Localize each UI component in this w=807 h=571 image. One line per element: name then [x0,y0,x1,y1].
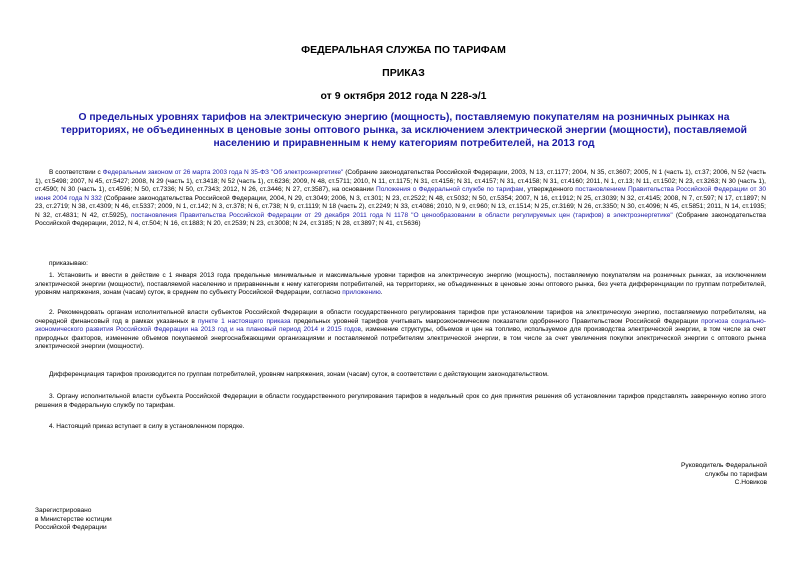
agency-name: ФЕДЕРАЛЬНАЯ СЛУЖБА ПО ТАРИФАМ [301,44,506,56]
signature-position-line2: службы по тарифам [704,470,767,478]
p3-text: 3. Органу исполнительной власти субъекта Российской Федерации в области государственного регулирования тарифов в недельный срок со дня принятия решения об установлении тарифов представлять заверенную копию этого решения в Федеральную службу по тарифам. [35,393,766,409]
p1-text-2: . [380,289,383,296]
p1-text-1: 1. Установить и ввести в действие с 1 января 2013 года предельные минимальные и максимальные уровни тарифов на электрическую энергию (мощность), поставляемую покупателям на розничных рынках, за исключением электрической энергии (мощности), поставляемой населению и приравненным к нему категориям потребителей, на территориях, не объединенных в ценовые зоны оптового рынка, без учета дифференциации по группам потребителей, уровням напряжения, зонам (часам) суток, в среднем по субъекту Российской Федерации, согласно [35,272,766,296]
doc-type: ПРИКАЗ [382,67,425,79]
doc-date-number: от 9 октября 2012 года N 228-э/1 [320,90,487,102]
order-word-text: приказываю: [49,260,88,267]
preamble-text-5: (Собрание законодательства Российской Федерации, 2012, N 4, ст.504; N 16, ст.1883; N 20, ст.2539; N 23, ст.3008; N 24, ст.3185; N 28, ст.3897; N 41, ст.5636) [35,211,766,227]
resolution-1178-link[interactable]: постановления Правительства Российской Федерации от 29 декабря 2011 года N 1178 "О ценообразовании в области регулируемых цен (тарифов) в электроэнергетике" [130,211,673,219]
law-35fz-link[interactable]: Федеральным законом от 26 марта 2003 года N 35-ФЗ "Об электроэнергетике" [102,169,344,176]
differentiation-paragraph [35,371,766,380]
order-word [35,260,766,269]
p2-text-2: предельных уровней тарифов учитывать макроэкономические показатели одобренного Правительством Российской Федерации [290,317,702,325]
document-title-text: О предельных уровнях тарифов на электрическую энергию (мощность), поставляемую покупателям на розничных рынках на территориях, не объединенных в ценовые зоны оптового рынка, за исключением электрической энергии (мощности), поставляемой населению и приравненным к нему категориям потребителей, на 2013 год [61,112,747,149]
diff-text: Дифференциация тарифов производится по группам потребителей, уровням напряжения, зонам (часам) суток, в соответствии с действующим законодательством. [49,371,549,378]
registration-block [35,507,235,533]
registration-line1: Зарегистрировано [35,507,92,514]
registration-line3: Российской Федерации [35,524,107,532]
signature-name: С.Новиков [734,479,767,487]
paragraph-3 [35,393,766,410]
preamble-text-3: , утвержденного [523,186,576,193]
signature-position-line1: Руководитель Федеральной [681,462,767,469]
preamble-paragraph [35,169,766,229]
signature-block [567,462,767,488]
p2-text-3: , изменение структуры, объемов и цен на топливо, используемое для производства электрической энергии, в том числе за счет природных факторов, изменение объемов покупаемой энергоснабжающими организациями и поставляемой потребителям электрической энергии, в том числе за счет увеличения покупки электрической энергии с оптового рынка электрической энергии (мощности). [35,326,766,350]
appendix-link[interactable]: приложению [342,289,381,296]
resolution-332-link[interactable]: постановлением Правительства Российской Федерации от 30 июня 2004 года N 332 [35,186,766,202]
paragraph-1 [35,272,766,298]
registration-line2: в Министерстве юстиции [35,515,112,523]
preamble-text-4: (Собрание законодательства Российской Федерации, 2004, N 29, ст.3049; 2006, N 3, ст.301; N 23, ст.2522; N 48, ст.5032; N 50, ст.5354; 2007, N 16, ст.1912; N 25, ст.3039; N 32, ст.4145; 2008, N 7, ст.597; N 17, ст.1897; N 23, ст.2719; N 38, ст.4309; N 46, ст.5337; 2009, N 1, ст.142; N 3, ст.378; N 6, ст.738; N 9, ст.1119; N 18 (часть 2), ст.2249; N 33, ст.4086; 2010, N 9, ст.960; N 13, ст.1514; N 25, ст.3169; N 26, ст.3350; N 30, ст.4096; N 45, ст.5851; 2011, N 14, ст.1935; N 32, ст.4831; N 42, ст.5925), [35,194,767,219]
paragraph-2 [35,309,766,352]
clause-1-link[interactable]: пункте 1 настоящего приказа [198,317,291,325]
fst-regulation-link[interactable]: Положения о Федеральной службе по тарифам [376,186,524,193]
forecast-link[interactable]: прогноза социально-экономического развития Российской Федерации на 2013 год и на плановый период 2014 и 2015 годов [35,317,766,333]
document-title [48,112,760,150]
p2-text-1: 2. Рекомендовать органам исполнительной власти субъектов Российской Федерации в области государственного регулирования тарифов при установлении тарифов на электрическую энергию, поставляемую потребителям, на очередной финансовый год в рамках указанных в [35,309,766,325]
p4-text: 4. Настоящий приказ вступает в силу в установленном порядке. [49,423,245,430]
preamble-text-1: В соответствии с [49,169,103,176]
preamble-text-2: (Собрание законодательства Российской Федерации, 2003, N 13, ст.1177; 2004, N 35, ст.3607; 2005, N 1 (часть 1), ст.37; 2006, N 52 (часть 1), ст.5498; 2007, N 45, ст.5427; 2008, N 29 (часть 1), ст.3418; N 52 (часть 1), ст.6236; 2009, N 48, ст.5711; 2010, N 11, ст.1175; N 31, ст.4156; N 31, ст.4157; N 31, ст.4158; N 31, ст.4160; 2011, N 1, ст.13; N 11, ст.1502; N 23, ст.3263; N 30 (часть 1), ст.4590; N 30 (часть 1), ст.4596; N 50, ст.7336; N 50, ст.7343; 2012, N 26, ст.3446; N 27, ст.3587), на основании [35,169,766,193]
paragraph-4 [35,423,766,432]
